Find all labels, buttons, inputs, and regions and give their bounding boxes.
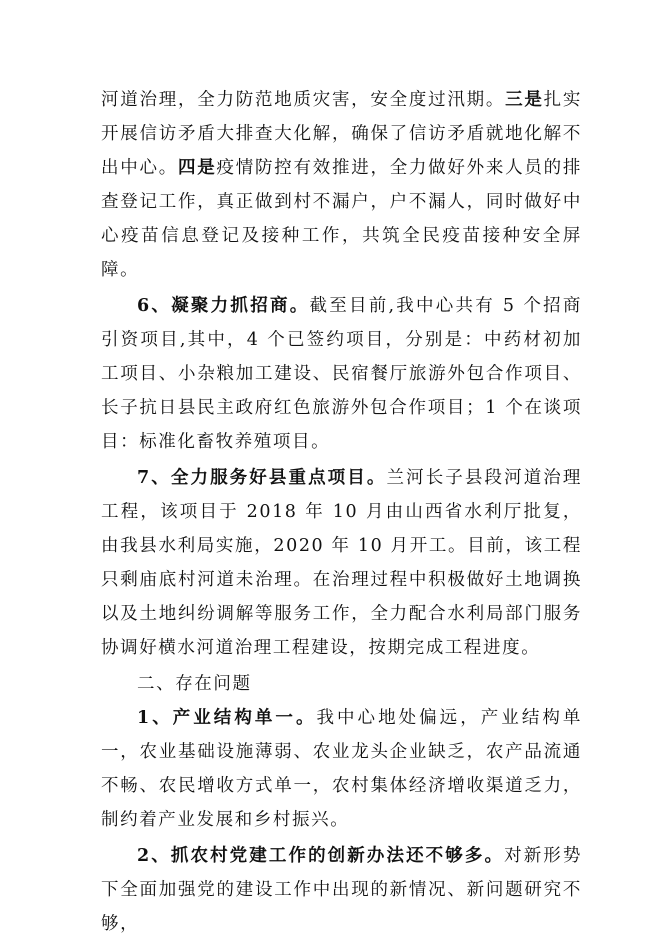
paragraph-work-summary xyxy=(101,83,582,287)
paragraph-lead: 6、凝聚力抓招商。 xyxy=(137,296,310,316)
paragraph-text: 我中心地处偏远，产业结构单一，农业基础设施薄弱、农业龙头企业缺乏，农产品流通不畅、农民增收方式单一，农村集体经济增收渠道乏力，制约着产业发展和乡村振兴。 xyxy=(101,708,582,830)
paragraph-lead: 2、抓农村党建工作的创新办法还不够多。 xyxy=(137,846,505,866)
bold-marker: 三是 xyxy=(505,90,544,110)
paragraph-key-projects xyxy=(101,461,582,665)
paragraph-text: 截至目前,我中心共有 5 个招商引资项目,其中，4 个已签约项目，分别是：中药材初加工项目、小杂粮加工建设、民宿餐厅旅游外包合作项目、长子抗日县民主政府红色旅游外包合作项目；1 个在谈项目：标准化畜牧养殖项目。 xyxy=(101,296,583,452)
bold-marker: 四是 xyxy=(177,158,217,178)
paragraph-party-building xyxy=(101,839,582,941)
paragraph-text: 对新形势下全面加强党的建设工作中出现的新情况、新问题研究不够， xyxy=(101,846,582,934)
paragraph-lead: 1、产业结构单一。 xyxy=(137,708,317,728)
paragraph-investment xyxy=(101,289,582,459)
paragraph-text: 河道治理，全力防范地质灾害，安全度过汛期。 xyxy=(101,90,506,110)
paragraph-industry-structure xyxy=(101,701,582,837)
section-heading: 二、存在问题 xyxy=(137,674,252,694)
paragraph-text: 兰河长子县段河道治理工程，该项目于 2018 年 10 月由山西省水利厅批复，由我县水利局实施，2020 年 10 月开工。目前，该工程只剩庙底村河道未治理。在治理过程中积极做好土地调换以及土地纠纷调解等服务工作，全力配合水利局部门服务协调好横水河道治理工程建设，按期完成工程进度。 xyxy=(101,468,583,658)
paragraph-text: 疫情防控有效推进，全力做好外来人员的排查登记工作，真正做到村不漏户，户不漏人，同时做好中心疫苗信息登记及接种工作，共筑全民疫苗接种安全屏障。 xyxy=(101,158,582,280)
paragraph-lead: 7、全力服务好县重点项目。 xyxy=(137,468,387,488)
paragraph-text: 扎实开展信访矛盾大排查大化解，确保了信访矛盾就地化解不出中心。 xyxy=(101,90,583,178)
